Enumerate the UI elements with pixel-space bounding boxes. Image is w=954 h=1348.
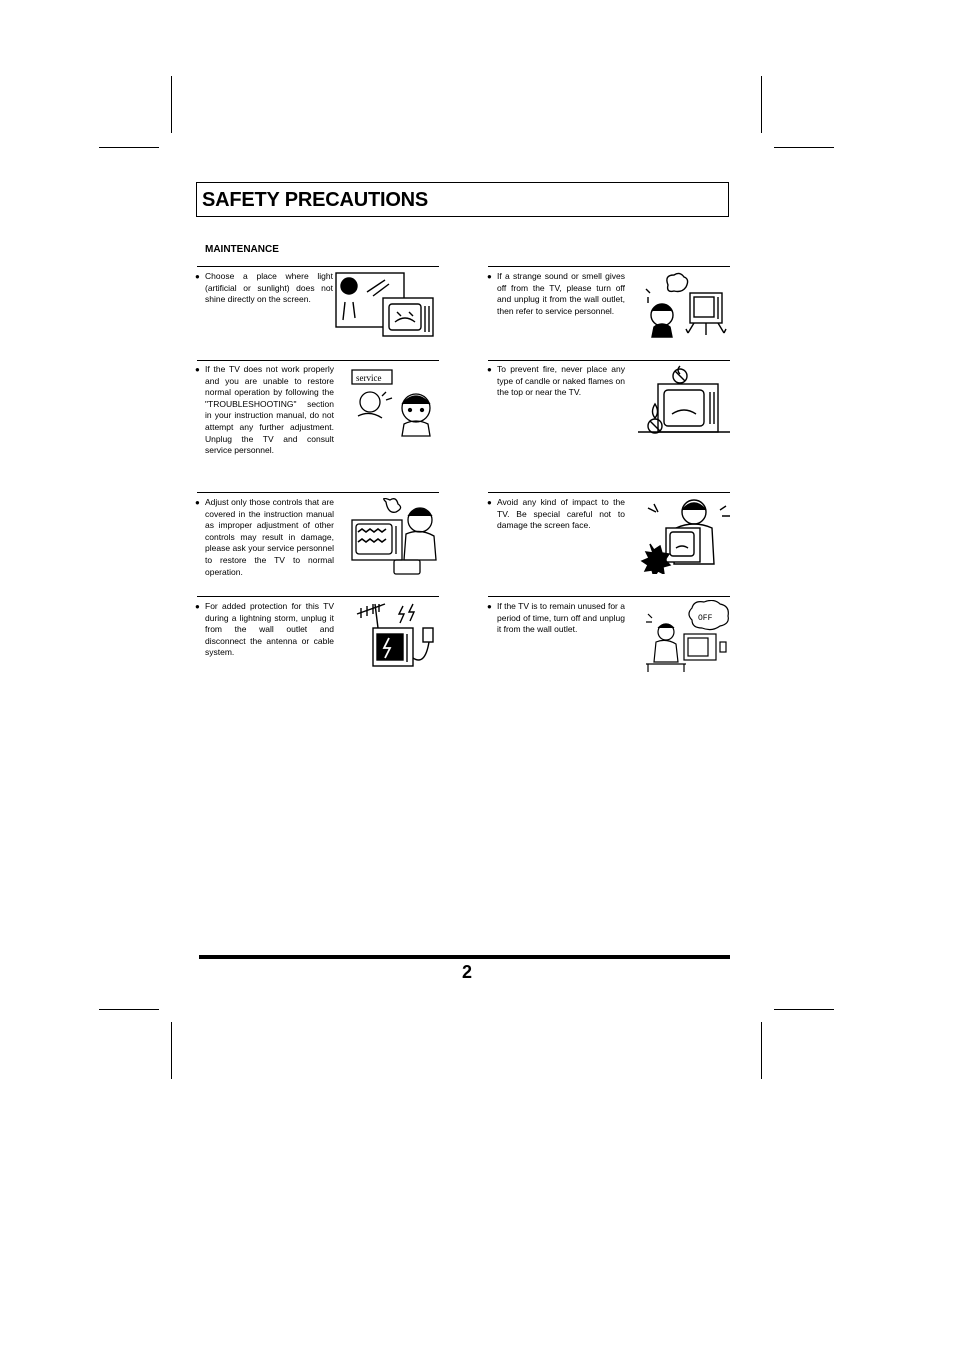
crop-mark [761,1022,762,1079]
candle-fire-illustration [638,364,732,436]
lightning-storm-illustration [355,600,439,672]
service-call-illustration [348,366,440,438]
strange-sound-illustration [642,271,728,339]
precaution-text: If a strange sound or smell gives off from the TV, please turn off and unplug it from the wall outlet, then refer to service personnel. [497,271,625,316]
bullet-icon: ● [487,602,492,611]
bullet-icon: ● [195,365,200,374]
precaution-item-lightning [195,601,334,659]
divider [197,492,439,493]
precaution-text: To prevent fire, never place any type of candle or naked flames on the top or near the TV. [497,364,625,398]
divider [197,266,439,267]
precaution-text: Choose a place where light (artificial or sunlight) does not shine directly on the screen. [205,271,333,305]
precaution-text: For added protection for this TV during a lightning storm, unplug it from the wall outlet and disconnect the antenna or cable system. [205,601,334,658]
bullet-icon: ● [487,365,492,374]
precaution-text: Avoid any kind of impact to the TV. Be special careful not to damage the screen face. [497,497,625,531]
crop-mark [99,147,159,148]
adjust-controls-illustration [350,498,440,578]
precaution-text: If the TV is to remain unused for a period of time, turn off and unplug it from the wall outlet. [497,601,625,635]
off-bubble-label: OFF [698,614,713,623]
divider [488,492,730,493]
precaution-item-controls [195,497,334,578]
precaution-item-sunlight [195,271,333,306]
page-number: 2 [462,962,473,982]
crop-mark [171,76,172,133]
bullet-icon: ● [195,602,200,611]
bullet-icon: ● [487,272,492,281]
bullet-icon: ● [195,498,200,507]
divider [197,596,439,597]
service-sign-label: service [356,373,382,383]
divider [197,360,439,361]
precaution-item-fire [487,364,625,399]
precaution-item-troubleshooting [195,364,334,457]
bullet-icon: ● [487,498,492,507]
precaution-item-impact [487,497,625,532]
divider [488,360,730,361]
precaution-text: If the TV does not work properly and you are unable to restore normal operation by following the "TROUBLESHOOTING" section in your instruction manual, do not attempt any further adjustment. Unplug the TV and consult service personnel. [205,364,334,456]
divider [488,596,730,597]
impact-illustration [640,498,732,574]
bullet-icon: ● [195,272,200,281]
page-title-box [196,182,729,217]
precaution-item-strange-sound [487,271,625,317]
crop-mark [774,1009,834,1010]
unused-tv-illustration [644,600,732,672]
crop-mark [99,1009,159,1010]
divider [488,266,730,267]
section-heading: MAINTENANCE [205,244,279,255]
crop-mark [761,76,762,133]
precaution-item-unused [487,601,625,636]
crop-mark [171,1022,172,1079]
crop-mark [774,147,834,148]
precaution-text: Adjust only those controls that are covered in the instruction manual as improper adjustment of other controls may result in damage, please ask your service personnel to restore the TV to normal operation. [205,497,334,577]
footer-rule [199,955,730,959]
sunlight-tv-illustration [335,272,437,338]
page-title: SAFETY PRECAUTIONS [202,189,429,211]
